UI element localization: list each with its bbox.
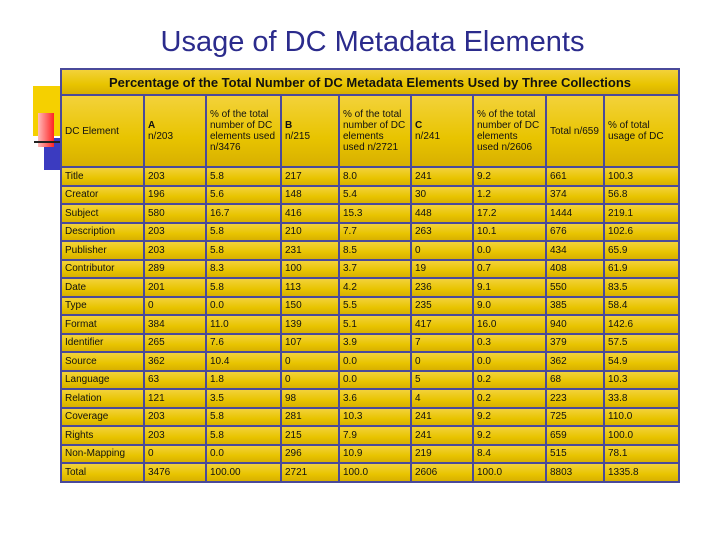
table-row <box>61 371 679 390</box>
table-cell: 9.0 <box>473 297 546 316</box>
table-cell: 384 <box>144 315 206 334</box>
table-cell: 3.7 <box>339 260 411 279</box>
row-label: Language <box>61 371 144 390</box>
table-cell: 235 <box>411 297 473 316</box>
table-cell: 0.0 <box>206 297 281 316</box>
table-cell: 9.1 <box>473 278 546 297</box>
table-cell: 0.2 <box>473 371 546 390</box>
row-label: Title <box>61 167 144 186</box>
table-cell: 7.9 <box>339 426 411 445</box>
row-label: Relation <box>61 389 144 408</box>
table-cell: 281 <box>281 408 339 427</box>
column-header <box>546 95 604 167</box>
table-cell: 139 <box>281 315 339 334</box>
header-sub: % of total usage of DC <box>608 120 664 142</box>
table-cell: 1.2 <box>473 186 546 205</box>
table-cell: 78.1 <box>604 445 679 464</box>
table-cell: 219.1 <box>604 204 679 223</box>
table-cell: 0.0 <box>473 352 546 371</box>
table-row <box>61 297 679 316</box>
table-cell: 434 <box>546 241 604 260</box>
table-cell: 100.0 <box>604 426 679 445</box>
table-row <box>61 352 679 371</box>
table-cell: 940 <box>546 315 604 334</box>
table-cell: 100.3 <box>604 167 679 186</box>
row-label: Rights <box>61 426 144 445</box>
table-row <box>61 167 679 186</box>
header-label: B <box>285 120 293 131</box>
table-cell: 385 <box>546 297 604 316</box>
table-cell: 65.9 <box>604 241 679 260</box>
table-cell: 3.5 <box>206 389 281 408</box>
table-cell: 2606 <box>411 463 473 482</box>
column-header <box>604 95 679 167</box>
row-label: Type <box>61 297 144 316</box>
column-header <box>144 95 206 167</box>
table-cell: 362 <box>546 352 604 371</box>
table-cell: 263 <box>411 223 473 242</box>
table-cell: 7.6 <box>206 334 281 353</box>
table-cell: 57.5 <box>604 334 679 353</box>
table-cell: 661 <box>546 167 604 186</box>
table-cell: 0.0 <box>473 241 546 260</box>
table-cell: 5 <box>411 371 473 390</box>
header-sub: % of the total number of DC elements used n/2721 <box>343 109 406 153</box>
table-cell: 83.5 <box>604 278 679 297</box>
table-cell: 5.6 <box>206 186 281 205</box>
table-row <box>61 278 679 297</box>
table-cell: 0.0 <box>339 352 411 371</box>
table-cell: 5.8 <box>206 223 281 242</box>
table-cell: 148 <box>281 186 339 205</box>
header-sub: n/203 <box>148 131 174 142</box>
table-cell: 236 <box>411 278 473 297</box>
row-label: Source <box>61 352 144 371</box>
table-cell: 5.5 <box>339 297 411 316</box>
table-cell: 19 <box>411 260 473 279</box>
table-cell: 203 <box>144 241 206 260</box>
table-cell: 0.0 <box>339 371 411 390</box>
table-cell: 150 <box>281 297 339 316</box>
row-label: Total <box>61 463 144 482</box>
row-label: Non-Mapping <box>61 445 144 464</box>
table-cell: 15.3 <box>339 204 411 223</box>
row-label: Creator <box>61 186 144 205</box>
row-label: Description <box>61 223 144 242</box>
table-cell: 725 <box>546 408 604 427</box>
header-sub: % of the total number of DC elements used n/3476 <box>210 109 276 153</box>
table-cell: 362 <box>144 352 206 371</box>
column-header <box>473 95 546 167</box>
table-cell: 11.0 <box>206 315 281 334</box>
table-cell: 1.8 <box>206 371 281 390</box>
table-cell: 100.0 <box>339 463 411 482</box>
table-cell: 5.8 <box>206 167 281 186</box>
table-row <box>61 389 679 408</box>
table-cell: 9.2 <box>473 167 546 186</box>
table-cell: 8803 <box>546 463 604 482</box>
table-cell: 102.6 <box>604 223 679 242</box>
table-row <box>61 445 679 464</box>
table-cell: 215 <box>281 426 339 445</box>
table-cell: 417 <box>411 315 473 334</box>
table-cell: 121 <box>144 389 206 408</box>
table-cell: 217 <box>281 167 339 186</box>
table-row <box>61 204 679 223</box>
column-header <box>281 95 339 167</box>
table-cell: 0 <box>411 241 473 260</box>
table-row <box>61 426 679 445</box>
row-label: Format <box>61 315 144 334</box>
table-cell: 10.9 <box>339 445 411 464</box>
row-label: Date <box>61 278 144 297</box>
table-cell: 203 <box>144 426 206 445</box>
slide-title: Usage of DC Metadata Elements <box>160 26 585 58</box>
table-cell: 8.4 <box>473 445 546 464</box>
table-cell: 676 <box>546 223 604 242</box>
row-label: Publisher <box>61 241 144 260</box>
table-cell: 4.2 <box>339 278 411 297</box>
table-cell: 100.0 <box>473 463 546 482</box>
row-label: Coverage <box>61 408 144 427</box>
column-header <box>339 95 411 167</box>
table-cell: 5.8 <box>206 426 281 445</box>
table-cell: 5.1 <box>339 315 411 334</box>
table-cell: 54.9 <box>604 352 679 371</box>
table-cell: 223 <box>546 389 604 408</box>
table-row <box>61 223 679 242</box>
table-cell: 265 <box>144 334 206 353</box>
table-cell: 0 <box>281 371 339 390</box>
table-cell: 56.8 <box>604 186 679 205</box>
row-label: Identifier <box>61 334 144 353</box>
table-cell: 203 <box>144 167 206 186</box>
table-cell: 0.7 <box>473 260 546 279</box>
table-cell: 0.0 <box>206 445 281 464</box>
table-cell: 7.7 <box>339 223 411 242</box>
table-cell: 100.00 <box>206 463 281 482</box>
table-cell: 33.8 <box>604 389 679 408</box>
table-cell: 1444 <box>546 204 604 223</box>
table-cell: 580 <box>144 204 206 223</box>
table-cell: 0 <box>411 352 473 371</box>
table-cell: 416 <box>281 204 339 223</box>
table-cell: 241 <box>411 408 473 427</box>
table-cell: 3.6 <box>339 389 411 408</box>
header-label: C <box>415 120 423 131</box>
table-cell: 8.0 <box>339 167 411 186</box>
table-cell: 63 <box>144 371 206 390</box>
table-cell: 231 <box>281 241 339 260</box>
table-cell: 219 <box>411 445 473 464</box>
table-cell: 3476 <box>144 463 206 482</box>
table-cell: 5.8 <box>206 241 281 260</box>
table-cell: 16.0 <box>473 315 546 334</box>
table-cell: 110.0 <box>604 408 679 427</box>
table-cell: 241 <box>411 426 473 445</box>
table-cell: 550 <box>546 278 604 297</box>
table-cell: 408 <box>546 260 604 279</box>
table-cell: 5.8 <box>206 408 281 427</box>
table-cell: 448 <box>411 204 473 223</box>
table-row <box>61 186 679 205</box>
table-cell: 0 <box>281 352 339 371</box>
table-cell: 0 <box>144 445 206 464</box>
table-cell: 142.6 <box>604 315 679 334</box>
table-cell: 10.4 <box>206 352 281 371</box>
table-row <box>61 315 679 334</box>
table-cell: 1335.8 <box>604 463 679 482</box>
table-cell: 201 <box>144 278 206 297</box>
table-cell: 0.3 <box>473 334 546 353</box>
table-row <box>61 260 679 279</box>
table-row <box>61 241 679 260</box>
table-cell: 379 <box>546 334 604 353</box>
table-cell: 98 <box>281 389 339 408</box>
table-cell: 203 <box>144 223 206 242</box>
table-cell: 0.2 <box>473 389 546 408</box>
table-cell: 61.9 <box>604 260 679 279</box>
table-cell: 8.5 <box>339 241 411 260</box>
header-sub: n/215 <box>285 131 311 142</box>
header-sub: % of the total number of DC elements used n/2606 <box>477 109 540 153</box>
table-cell: 7 <box>411 334 473 353</box>
header-sub: n/241 <box>415 131 441 142</box>
table-cell: 9.2 <box>473 408 546 427</box>
table-cell: 0 <box>144 297 206 316</box>
table-cell: 58.4 <box>604 297 679 316</box>
table-cell: 374 <box>546 186 604 205</box>
table-cell: 5.4 <box>339 186 411 205</box>
table-cell: 659 <box>546 426 604 445</box>
header-sub: Total n/659 <box>550 125 599 137</box>
table-cell: 113 <box>281 278 339 297</box>
table-cell: 68 <box>546 371 604 390</box>
table-cell: 241 <box>411 167 473 186</box>
table-cell: 203 <box>144 408 206 427</box>
table-cell: 289 <box>144 260 206 279</box>
column-header <box>411 95 473 167</box>
table-caption: Percentage of the Total Number of DC Metadata Elements Used by Three Collections <box>61 69 679 95</box>
table-cell: 107 <box>281 334 339 353</box>
table-cell: 30 <box>411 186 473 205</box>
table-cell: 17.2 <box>473 204 546 223</box>
usage-table <box>60 68 680 483</box>
table-cell: 3.9 <box>339 334 411 353</box>
table-cell: 210 <box>281 223 339 242</box>
table-cell: 9.2 <box>473 426 546 445</box>
table-cell: 8.3 <box>206 260 281 279</box>
column-header <box>206 95 281 167</box>
row-label: Subject <box>61 204 144 223</box>
table-cell: 296 <box>281 445 339 464</box>
table-row <box>61 334 679 353</box>
table-cell: 10.1 <box>473 223 546 242</box>
header-label: A <box>148 120 156 131</box>
table-cell: 2721 <box>281 463 339 482</box>
table-cell: 100 <box>281 260 339 279</box>
table-row <box>61 463 679 482</box>
column-header: DC Element <box>61 95 144 167</box>
table-cell: 196 <box>144 186 206 205</box>
table-row <box>61 408 679 427</box>
row-label: Contributor <box>61 260 144 279</box>
table-cell: 10.3 <box>339 408 411 427</box>
table-cell: 5.8 <box>206 278 281 297</box>
table-cell: 16.7 <box>206 204 281 223</box>
table-cell: 10.3 <box>604 371 679 390</box>
table-cell: 515 <box>546 445 604 464</box>
table-cell: 4 <box>411 389 473 408</box>
